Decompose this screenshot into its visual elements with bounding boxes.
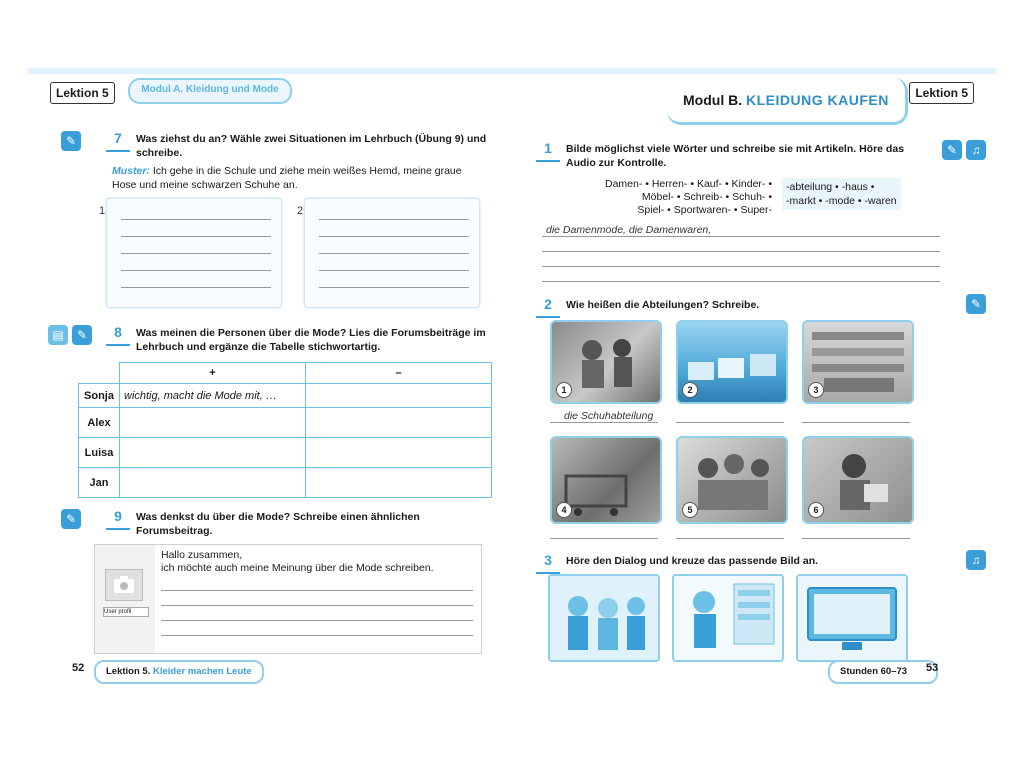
left-top-band xyxy=(28,68,512,74)
illustration-tv-screen[interactable] xyxy=(796,574,908,662)
photo-number: 1 xyxy=(556,382,572,398)
writing-box-number: 1 xyxy=(99,205,106,217)
write-line xyxy=(319,253,469,254)
pencil-icon: ✎ xyxy=(61,131,81,151)
page-number-left: 52 xyxy=(72,662,85,674)
exercise-1-example-answer: die Damenmode, die Damenwaren, xyxy=(546,224,712,236)
table-corner xyxy=(79,363,120,384)
word-endings xyxy=(782,178,901,210)
table-row xyxy=(79,468,492,498)
book-icon: ▤ xyxy=(48,325,68,345)
headphones-icon: ♫ xyxy=(966,550,986,570)
lektion-tag-right: Lektion 5 xyxy=(909,82,974,104)
answer-line[interactable] xyxy=(542,266,940,267)
word-stems xyxy=(572,178,772,217)
exercise-7-number: 7 xyxy=(106,130,130,152)
illustration-friends-talking[interactable] xyxy=(548,574,660,662)
modul-a-tag: Modul A. Kleidung und Mode xyxy=(128,78,292,104)
column-plus: + xyxy=(120,363,306,384)
photo-number: 6 xyxy=(808,502,824,518)
word-stems-line-3: Spiel- • Sportwaren- • Super- xyxy=(637,204,772,216)
forum-post-box[interactable] xyxy=(94,544,482,654)
exercise-2-number: 2 xyxy=(536,296,560,318)
write-line xyxy=(319,270,469,271)
forum-greeting: Hallo zusammen, xyxy=(161,549,243,561)
left-page xyxy=(28,68,512,698)
row-name: Sonja xyxy=(79,384,120,408)
modul-b-title: KLEIDUNG KAUFEN xyxy=(746,92,889,108)
column-minus: – xyxy=(306,363,492,384)
footer-left-bar xyxy=(94,660,264,684)
photo-supermarket xyxy=(550,436,662,524)
opinions-table xyxy=(78,362,492,498)
pencil-icon: ✎ xyxy=(61,509,81,529)
answer-line[interactable] xyxy=(550,422,658,423)
table-row xyxy=(79,408,492,438)
exercise-3-instruction: Höre den Dialog und kreuze das passende Bild an. xyxy=(566,555,819,567)
cell-minus[interactable] xyxy=(306,468,492,498)
footer-lektion: Lektion 5. xyxy=(106,666,151,677)
write-line xyxy=(121,219,271,220)
user-profile-select[interactable] xyxy=(103,607,149,617)
camera-icon xyxy=(105,569,143,601)
write-line xyxy=(319,287,469,288)
right-top-band xyxy=(512,68,996,74)
pencil-icon: ✎ xyxy=(966,294,986,314)
word-endings-line-2: -markt • -mode • -waren xyxy=(786,195,897,207)
exercise-8-number: 8 xyxy=(106,324,130,346)
writing-box-1[interactable] xyxy=(99,198,282,308)
exercise-2-example-answer: die Schuhabteilung xyxy=(564,410,654,422)
page-number-right: 53 xyxy=(926,662,939,674)
cell-plus[interactable] xyxy=(120,408,306,438)
cell-minus[interactable] xyxy=(306,438,492,468)
exercise-9-instruction: Was denkst du über die Mode? Schreibe einen ähnlichen Forumsbeitrag. xyxy=(136,511,420,537)
photo-electronics-department xyxy=(676,320,788,404)
lektion-tag-left: Lektion 5 xyxy=(50,82,115,104)
cell-plus[interactable]: wichtig, macht die Mode mit, … xyxy=(120,384,306,408)
answer-line[interactable] xyxy=(542,281,940,282)
write-line xyxy=(121,270,271,271)
answer-line[interactable] xyxy=(542,251,940,252)
photo-shopping-people xyxy=(676,436,788,524)
answer-line[interactable] xyxy=(802,422,910,423)
pencil-icon: ✎ xyxy=(72,325,92,345)
row-name: Luisa xyxy=(79,438,120,468)
photo-toy-department xyxy=(802,436,914,524)
answer-line[interactable] xyxy=(802,538,910,539)
word-stems-line-2: Möbel- • Schreib- • Schuh- • xyxy=(641,191,772,203)
cell-plus[interactable] xyxy=(120,468,306,498)
write-line xyxy=(161,635,473,636)
muster-label: Muster: xyxy=(112,165,150,177)
photo-number: 2 xyxy=(682,382,698,398)
row-name: Jan xyxy=(79,468,120,498)
pencil-icon: ✎ xyxy=(942,140,962,160)
forum-first-line: ich möchte auch meine Meinung über die Mode schreiben. xyxy=(161,562,434,574)
table-row xyxy=(79,384,492,408)
write-line xyxy=(319,219,469,220)
footer-right-bar: Stunden 60–73 xyxy=(828,660,938,684)
photo-number: 5 xyxy=(682,502,698,518)
writing-box-2[interactable] xyxy=(297,198,480,308)
user-profile-label: User profil xyxy=(104,609,132,615)
writing-box-number: 2 xyxy=(297,205,304,217)
photo-shoe-department xyxy=(550,320,662,404)
answer-line[interactable] xyxy=(542,236,940,237)
modul-b-header xyxy=(667,78,908,125)
illustration-boy-in-store[interactable] xyxy=(672,574,784,662)
exercise-3-number: 3 xyxy=(536,552,560,574)
exercise-1-instruction: Bilde möglichst viele Wörter und schreibe sie mit Artikeln. Höre das Audio zur Kontrolle. xyxy=(566,143,905,169)
exercise-2-instruction: Wie heißen die Abteilungen? Schreibe. xyxy=(566,299,760,311)
textbook-spread xyxy=(28,68,996,698)
photo-number: 4 xyxy=(556,502,572,518)
right-page xyxy=(512,68,996,698)
write-line xyxy=(161,620,473,621)
write-line xyxy=(121,287,271,288)
cell-minus[interactable] xyxy=(306,408,492,438)
exercise-9-number: 9 xyxy=(106,508,130,530)
exercise-7-muster xyxy=(112,164,488,192)
cell-plus[interactable] xyxy=(120,438,306,468)
write-line xyxy=(319,236,469,237)
exercise-7-instruction: Was ziehst du an? Wähle zwei Situationen im Lehrbuch (Übung 9) und schreibe. xyxy=(136,133,487,159)
modul-b-prefix: Modul B. xyxy=(683,92,743,108)
table-row xyxy=(79,438,492,468)
write-line xyxy=(161,590,473,591)
headphones-icon: ♫ xyxy=(966,140,986,160)
answer-line[interactable] xyxy=(676,538,784,539)
write-line xyxy=(121,253,271,254)
photo-number: 3 xyxy=(808,382,824,398)
answer-line[interactable] xyxy=(676,422,784,423)
cell-minus[interactable] xyxy=(306,384,492,408)
answer-line[interactable] xyxy=(550,538,658,539)
word-endings-line-1: -abteilung • -haus • xyxy=(786,181,875,193)
muster-text: Ich gehe in die Schule und ziehe mein weißes Hemd, meine graue Hose und meine schwarzen Schuhe an. xyxy=(112,165,462,191)
write-line xyxy=(121,236,271,237)
word-stems-line-1: Damen- • Herren- • Kauf- • Kinder- • xyxy=(604,178,772,190)
exercise-1-number: 1 xyxy=(536,140,560,162)
write-line xyxy=(161,605,473,606)
exercise-8-instruction: Was meinen die Personen über die Mode? Lies die Forumsbeiträge im Lehrbuch und ergänze die Tabelle stichwortartig. xyxy=(136,327,486,353)
footer-title: Kleider machen Leute xyxy=(152,666,252,677)
row-name: Alex xyxy=(79,408,120,438)
photo-furniture-department xyxy=(802,320,914,404)
